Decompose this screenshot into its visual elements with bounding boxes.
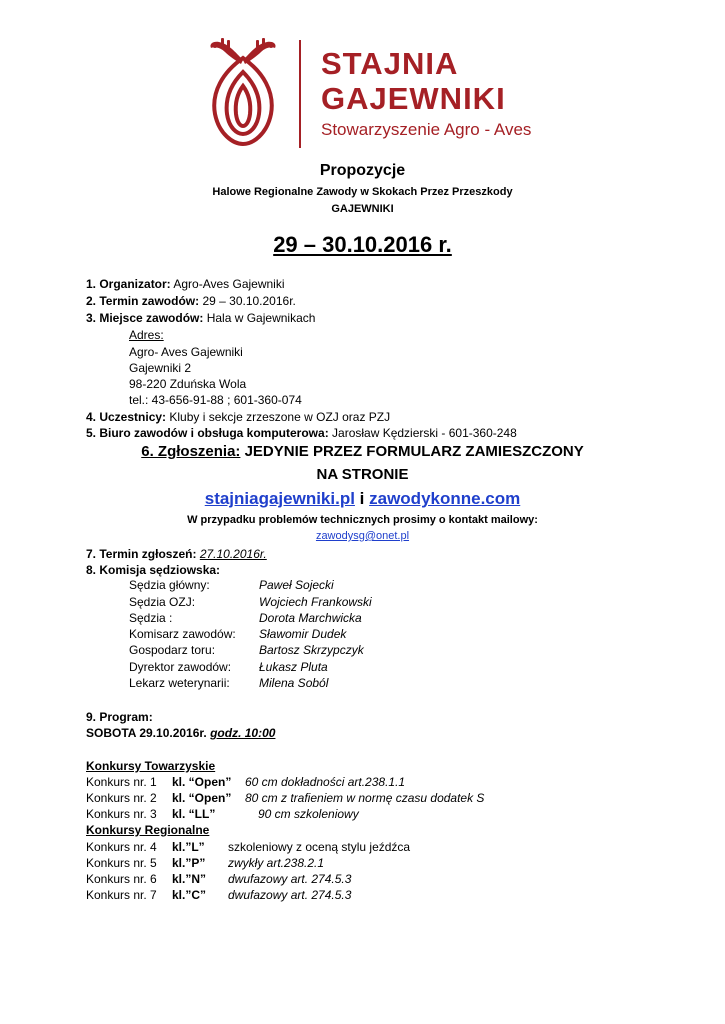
- program-day: [86, 725, 275, 741]
- judge-name: Dorota Marchwicka: [259, 611, 362, 625]
- judge-role: Sędzia główny:: [129, 578, 210, 592]
- competition-nr: Konkurs nr. 6: [86, 872, 157, 886]
- subtitle-event: Halowe Regionalne Zawody w Skokach Przez Przeszkody: [212, 186, 513, 198]
- logo-text: [321, 46, 531, 141]
- deadline-label: 7. Termin zgłoszeń:: [86, 547, 197, 561]
- participants-label: 4. Uczestnicy:: [86, 410, 167, 424]
- event-date: 29 – 30.10.2016 r.: [273, 232, 452, 257]
- address-line-2: Gajewniki 2: [129, 361, 192, 375]
- item-term: [86, 293, 296, 309]
- competition-nr: Konkurs nr. 5: [86, 856, 157, 870]
- document-title: Propozycje: [319, 162, 406, 179]
- organizer-label: 1. Organizator:: [86, 277, 171, 291]
- judge-role: Sędzia :: [129, 611, 173, 625]
- competition-nr: Konkurs nr. 2: [86, 791, 157, 805]
- judge-name: Paweł Sojecki: [259, 578, 334, 592]
- judge-role: Sędzia OZJ:: [129, 595, 196, 609]
- office-value: Jarosław Kędzierski - 601-360-248: [328, 426, 517, 440]
- logo-line-gajewniki: GAJEWNIKI: [321, 81, 506, 116]
- logo-line-stowarzyszenie: Stowarzyszenie Agro - Aves: [321, 120, 532, 139]
- program-time: godz. 10:00: [210, 726, 276, 740]
- place-value: Hala w Gajewnikach: [203, 311, 316, 325]
- registration-text-2: NA STRONIE: [316, 466, 409, 483]
- program-day-label: SOBOTA 29.10.2016r.: [86, 726, 211, 740]
- competition-class: kl.”P”: [172, 856, 206, 870]
- section-registration-line1: [0, 443, 725, 460]
- competition-desc: 90 cm szkoleniowy: [258, 807, 359, 821]
- registration-links: [0, 489, 725, 509]
- links-separator: i: [354, 489, 370, 508]
- judge-name: Sławomir Dudek: [259, 627, 347, 641]
- competition-class: kl. “Open”: [172, 791, 232, 805]
- competition-class: kl. “LL”: [172, 807, 216, 821]
- competition-nr: Konkurs nr. 1: [86, 775, 157, 789]
- item-deadline: [86, 546, 267, 562]
- contact-email-line: [0, 530, 725, 542]
- logo-divider: [299, 40, 301, 148]
- judge-name: Bartosz Skrzypczyk: [259, 643, 364, 657]
- item-organizer: [86, 276, 285, 292]
- competition-desc: zwykły art.238.2.1: [228, 856, 325, 870]
- item-place: [86, 310, 315, 326]
- participants-value: Kluby i sekcje zrzeszone w OZJ oraz PZJ: [166, 410, 391, 424]
- address-phone: tel.: 43-656-91-88 ; 601-360-074: [129, 393, 302, 407]
- committee-label: 8. Komisja sędziowska:: [86, 563, 221, 577]
- judge-name: Łukasz Pluta: [259, 660, 328, 674]
- item-participants: [86, 409, 390, 425]
- term-value: 29 – 30.10.2016r.: [199, 294, 296, 308]
- competition-class: kl. “Open”: [172, 775, 232, 789]
- place-label: 3. Miejsce zawodów:: [86, 311, 204, 325]
- office-label: 5. Biuro zawodów i obsługa komputerowa:: [86, 426, 329, 440]
- term-label: 2. Termin zawodów:: [86, 294, 200, 308]
- competition-desc: dwufazowy art. 274.5.3: [228, 888, 352, 902]
- group-towarzyskie: Konkursy Towarzyskie: [86, 759, 216, 773]
- competition-desc: szkoleniowy z oceną stylu jeźdźca: [228, 840, 411, 854]
- program-label: 9. Program:: [86, 710, 153, 724]
- competition-nr: Konkurs nr. 7: [86, 888, 157, 902]
- competition-nr: Konkurs nr. 4: [86, 840, 157, 854]
- address-label: Adres:: [129, 328, 164, 342]
- competition-class: kl.”C”: [172, 888, 207, 902]
- group-regionalne: Konkursy Regionalne: [86, 823, 210, 837]
- competition-class: kl.”N”: [172, 872, 207, 886]
- judge-role: Komisarz zawodów:: [129, 627, 236, 641]
- logo-line-stajnia: STAJNIA: [321, 46, 459, 81]
- subtitle-location: GAJEWNIKI: [331, 203, 394, 215]
- competition-desc: 80 cm z trafieniem w normę czasu dodatek S: [245, 791, 485, 805]
- address-line-3: 98-220 Zduńska Wola: [129, 377, 247, 391]
- link-email[interactable]: zawodysg@onet.pl: [315, 530, 410, 542]
- contact-note: W przypadku problemów technicznych prosimy o kontakt mailowy:: [187, 514, 538, 526]
- item-office: [86, 425, 517, 441]
- link-zawodykonne[interactable]: zawodykonne.com: [369, 489, 521, 508]
- header-logo: [197, 36, 537, 151]
- organizer-value: Agro-Aves Gajewniki: [170, 277, 285, 291]
- judge-role: Gospodarz toru:: [129, 643, 216, 657]
- competition-nr: Konkurs nr. 3: [86, 807, 157, 821]
- deadline-value: 27.10.2016r.: [199, 547, 267, 561]
- judge-role: Dyrektor zawodów:: [129, 660, 232, 674]
- competition-class: kl.”L”: [172, 840, 205, 854]
- judge-role: Lekarz weterynarii:: [129, 676, 230, 690]
- address-line-1: Agro- Aves Gajewniki: [129, 345, 243, 359]
- competition-desc: dwufazowy art. 274.5.3: [228, 872, 352, 886]
- judge-name: Milena Soból: [259, 676, 329, 690]
- link-stajniagajewniki[interactable]: stajniagajewniki.pl: [204, 489, 355, 508]
- horse-heads-logo-icon: [205, 36, 281, 148]
- registration-text: JEDYNIE PRZEZ FORMULARZ ZAMIESZCZONY: [240, 443, 584, 460]
- registration-label: 6. Zgłoszenia:: [141, 443, 241, 460]
- judge-name: Wojciech Frankowski: [259, 595, 372, 609]
- competition-desc: 60 cm dokładności art.238.1.1: [245, 775, 406, 789]
